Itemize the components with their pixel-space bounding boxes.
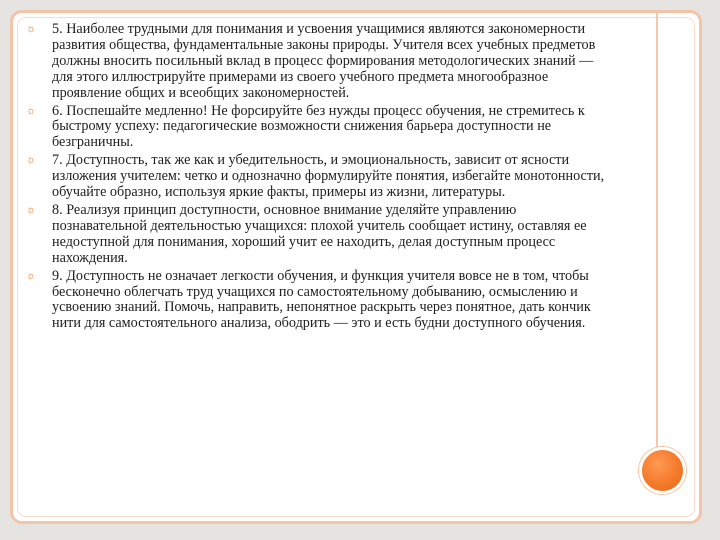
- sun-bullet-icon: ☼: [26, 269, 37, 282]
- sun-bullet-icon: ☼: [26, 203, 37, 216]
- list-item-text: 7. Доступность, так же как и убедительность, и эмоциональность, зависит от ясности изложения учителем: четко и однозначно формулируйте понятия, избегайте монотонности, обучайте образно, используя яркие факты, примеры из жизни, литературы.: [52, 152, 605, 201]
- list-item: [24, 203, 614, 267]
- bullet-list: [24, 22, 614, 334]
- list-item-text: 5. Наиболее трудными для понимания и усвоения учащимися являются закономерности развития общества, фундаментальные законы природы. Учителя всех учебных предметов должны вносить посильный вклад в процесс формирования методологических знаний — для этого иллюстрируйте примерами из своего учебного предмета многообразное проявление общих и всеобщих закономерностей.: [52, 21, 596, 101]
- list-item-text: 8. Реализуя принцип доступности, основное внимание уделяйте управлению познавательной деятельностью учащихся: плохой учитель сообщает истину, оставляя ее недоступной для понимания, хороший учит ее находить, делая доступным процесс нахождения.: [52, 201, 587, 266]
- decorative-vertical-line: [656, 13, 658, 458]
- list-item: [24, 104, 614, 152]
- list-item-text: 6. Поспешайте медленно! Не форсируйте без нужды процесс обучения, не стремитесь к быстрому успеху: педагогические возможности снижения барьера доступности не безграничны.: [52, 102, 585, 151]
- sun-bullet-icon: ☼: [26, 154, 37, 167]
- list-item: [24, 269, 614, 333]
- decorative-orange-circle: [639, 447, 686, 494]
- sun-bullet-icon: ☼: [26, 23, 37, 35]
- list-item: [24, 153, 614, 201]
- sun-bullet-icon: ☼: [26, 104, 37, 117]
- list-item-text: 9. Доступность не означает легкости обучения, и функция учителя вовсе не в том, чтобы бесконечно облегчать труд учащихся по самостоятельному добыванию, осмыслению и усвоению знаний. Помочь, направить, непонятное раскрыть через понятное, дать кончик нити для самостоятельного анализа, ободрить — это и есть будни доступного обучения.: [52, 267, 591, 332]
- list-item: [24, 22, 614, 102]
